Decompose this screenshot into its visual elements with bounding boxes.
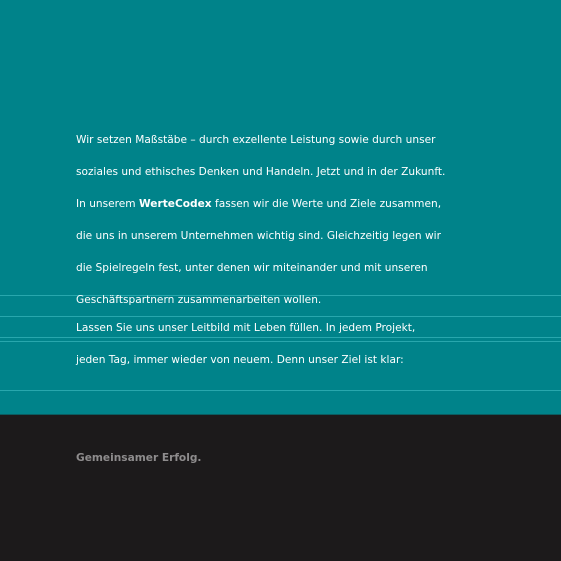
statement-line: soziales und ethisches Denken und Handeln. Jetzt und in der Zukunft. [76,166,446,178]
statement-line: jeden Tag, immer wieder von neuem. Denn unser Ziel ist klar: [76,354,404,366]
mission-statement [76,131,536,383]
statement-text: fassen wir die Werte und Ziele zusammen, [211,198,442,210]
panel-bottom-edge [0,414,561,415]
statement-line: Lassen Sie uns unser Leitbild mit Leben füllen. In jedem Projekt, [76,322,416,334]
wertecodex-emphasis: WerteCodex [139,198,212,210]
statement-line: Geschäftspartnern zusammenarbeiten wollen. [76,294,322,306]
statement-line-wertecodex [76,195,536,227]
statement-text: In unserem [76,198,139,210]
closing-statement: Gemeinsamer Erfolg. [76,452,202,464]
statement-line: die uns in unserem Unternehmen wichtig sind. Gleichzeitig legen wir [76,230,441,242]
statement-line: die Spielregeln fest, unter denen wir miteinander und mit unseren [76,262,428,274]
horizontal-rule [0,390,561,391]
statement-line: Wir setzen Maßstäbe – durch exzellente Leistung sowie durch unser [76,134,436,146]
